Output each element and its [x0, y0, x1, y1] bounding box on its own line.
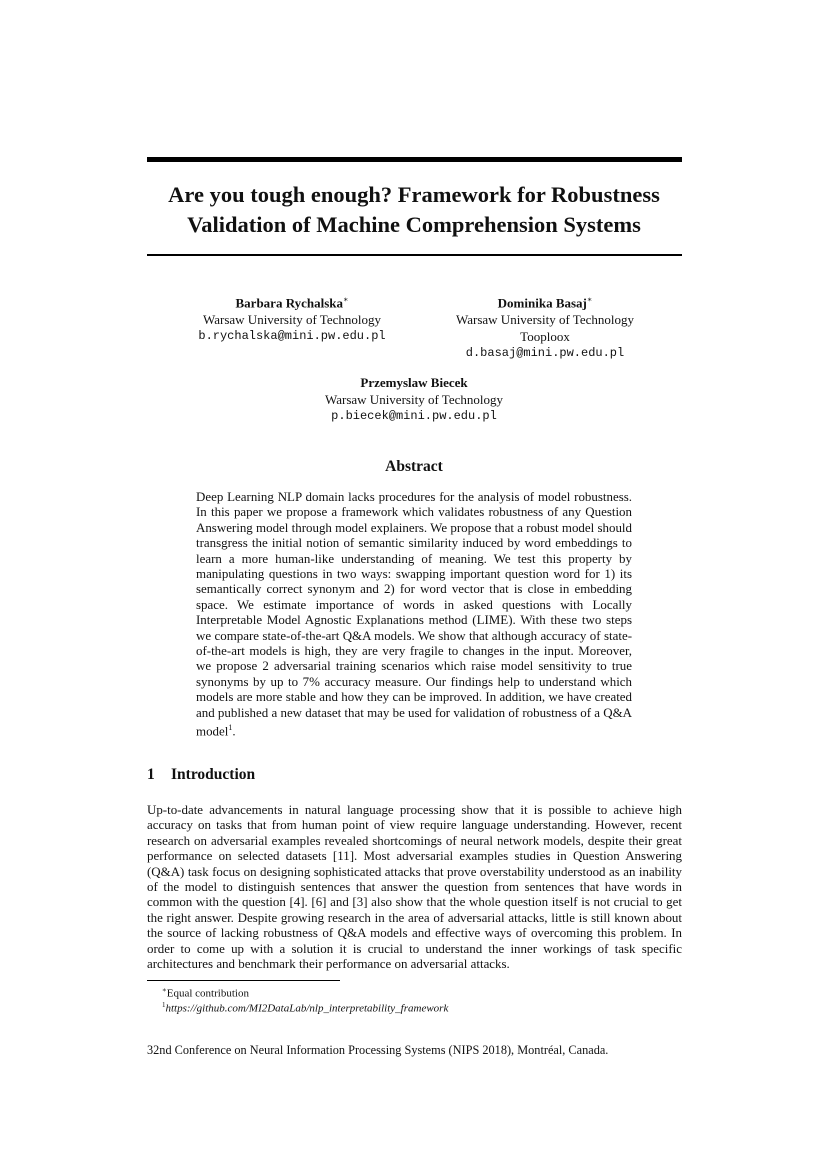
footnote-ref: 1	[228, 723, 233, 733]
author-email: p.biecek@mini.pw.edu.pl	[331, 409, 497, 423]
abstract-text: Deep Learning NLP domain lacks procedures for the analysis of model robustness. In this paper we propose a framework which validates robustness of any Question Answering model through model explainers. We propose that a robust model should transgress the initial notion of semantic similarity induced by word embeddings to learn a more human-like understanding of meaning. We test this property by manipulating questions in two ways: swapping important question word for 1) its semantically correct synonym and 2) for word vector that is close in embedding space. We estimate importance of words in asked questions with Locally Interpretable Model Agnostic Explanations method (LIME). With these two steps we compare state-of-the-art Q&A models. We show that although accuracy of state-of-the-art models is high, they are very fragile to changes in the input. Moreover, we propose 2 adversarial training scenarios which raise model sensitivity to true synonyms by up to 7% accuracy measure. Our findings help to understand which models are more stable and how they can be improved. In addition, we have created and published a new dataset that may be used for validation of robustness of a Q&A model$^1$.	[196, 489, 632, 739]
author-email: d.basaj@mini.pw.edu.pl	[465, 346, 625, 361]
author-name: Przemyslaw Biecek	[360, 375, 468, 390]
introduction-text: Up-to-date advancements in natural language processing show that it is possible to achieve high accuracy on tasks that from human point of view require language understanding. However, recent research on adversarial examples revealed shortcomings of neural network models, despite their great performance on selected datasets [11]. Most adversarial examples studies in Question Answering (Q&A) task focus on designing sophisticated attacks that prove overstability understood as an inability of the model to distinguish sentences that answer the question from sentences that have words in common with the question [4]. [6] and [3] also show that the whole question itself is not crucial to get the right answer. Despite growing research in the area of adversarial attacks, little is still known about the source of lacking robustness of Q&A models and effective ways of overcoming this problem. In order to come up with a solution it is crucial to understand the inner workings of task specific architectures and benchmark their performance on adversarial attacks.	[147, 802, 682, 972]
author-name: Dominika Basaj∗	[497, 295, 593, 311]
author-mark: ∗	[586, 295, 593, 304]
author-affiliation: Warsaw University of Technology	[325, 392, 503, 407]
footnote-text: Equal contribution	[166, 987, 249, 1000]
author-email: b.rychalska@mini.pw.edu.pl	[198, 329, 386, 344]
title-line-1: Are you tough enough? Framework for Robustness	[168, 182, 660, 207]
footnote-rule	[147, 980, 340, 981]
author-affiliation: Warsaw University of Technology	[203, 312, 381, 328]
title-top-rule	[147, 157, 682, 162]
abstract-heading: Abstract	[385, 458, 443, 475]
footnote-mark: 1	[162, 1001, 166, 1009]
footnote-mark: ∗	[162, 986, 167, 994]
venue-line: 32nd Conference on Neural Information Processing Systems (NIPS 2018), Montréal, Canada.	[147, 1043, 609, 1057]
section-heading-introduction	[147, 765, 255, 785]
title-bottom-rule	[147, 254, 682, 256]
paper-title	[130, 180, 698, 240]
section-number: 1	[147, 766, 155, 783]
section-title: Introduction	[171, 766, 256, 783]
author-block-basaj	[420, 291, 670, 362]
author-name: Barbara Rychalska∗	[235, 295, 349, 311]
author-mark: ∗	[343, 295, 349, 304]
title-line-2: Validation of Machine Comprehension Systems	[187, 212, 641, 237]
footnote-url[interactable]: https://github.com/MI2DataLab/nlp_interpretability_framework	[165, 1002, 449, 1015]
footnote-repo-link	[162, 998, 448, 1016]
author-block-biecek	[302, 374, 526, 425]
author-block-rychalska	[180, 291, 404, 345]
author-affiliation: Warsaw University of Technology	[456, 312, 634, 328]
author-affiliation-2: Tooploox	[520, 329, 570, 345]
